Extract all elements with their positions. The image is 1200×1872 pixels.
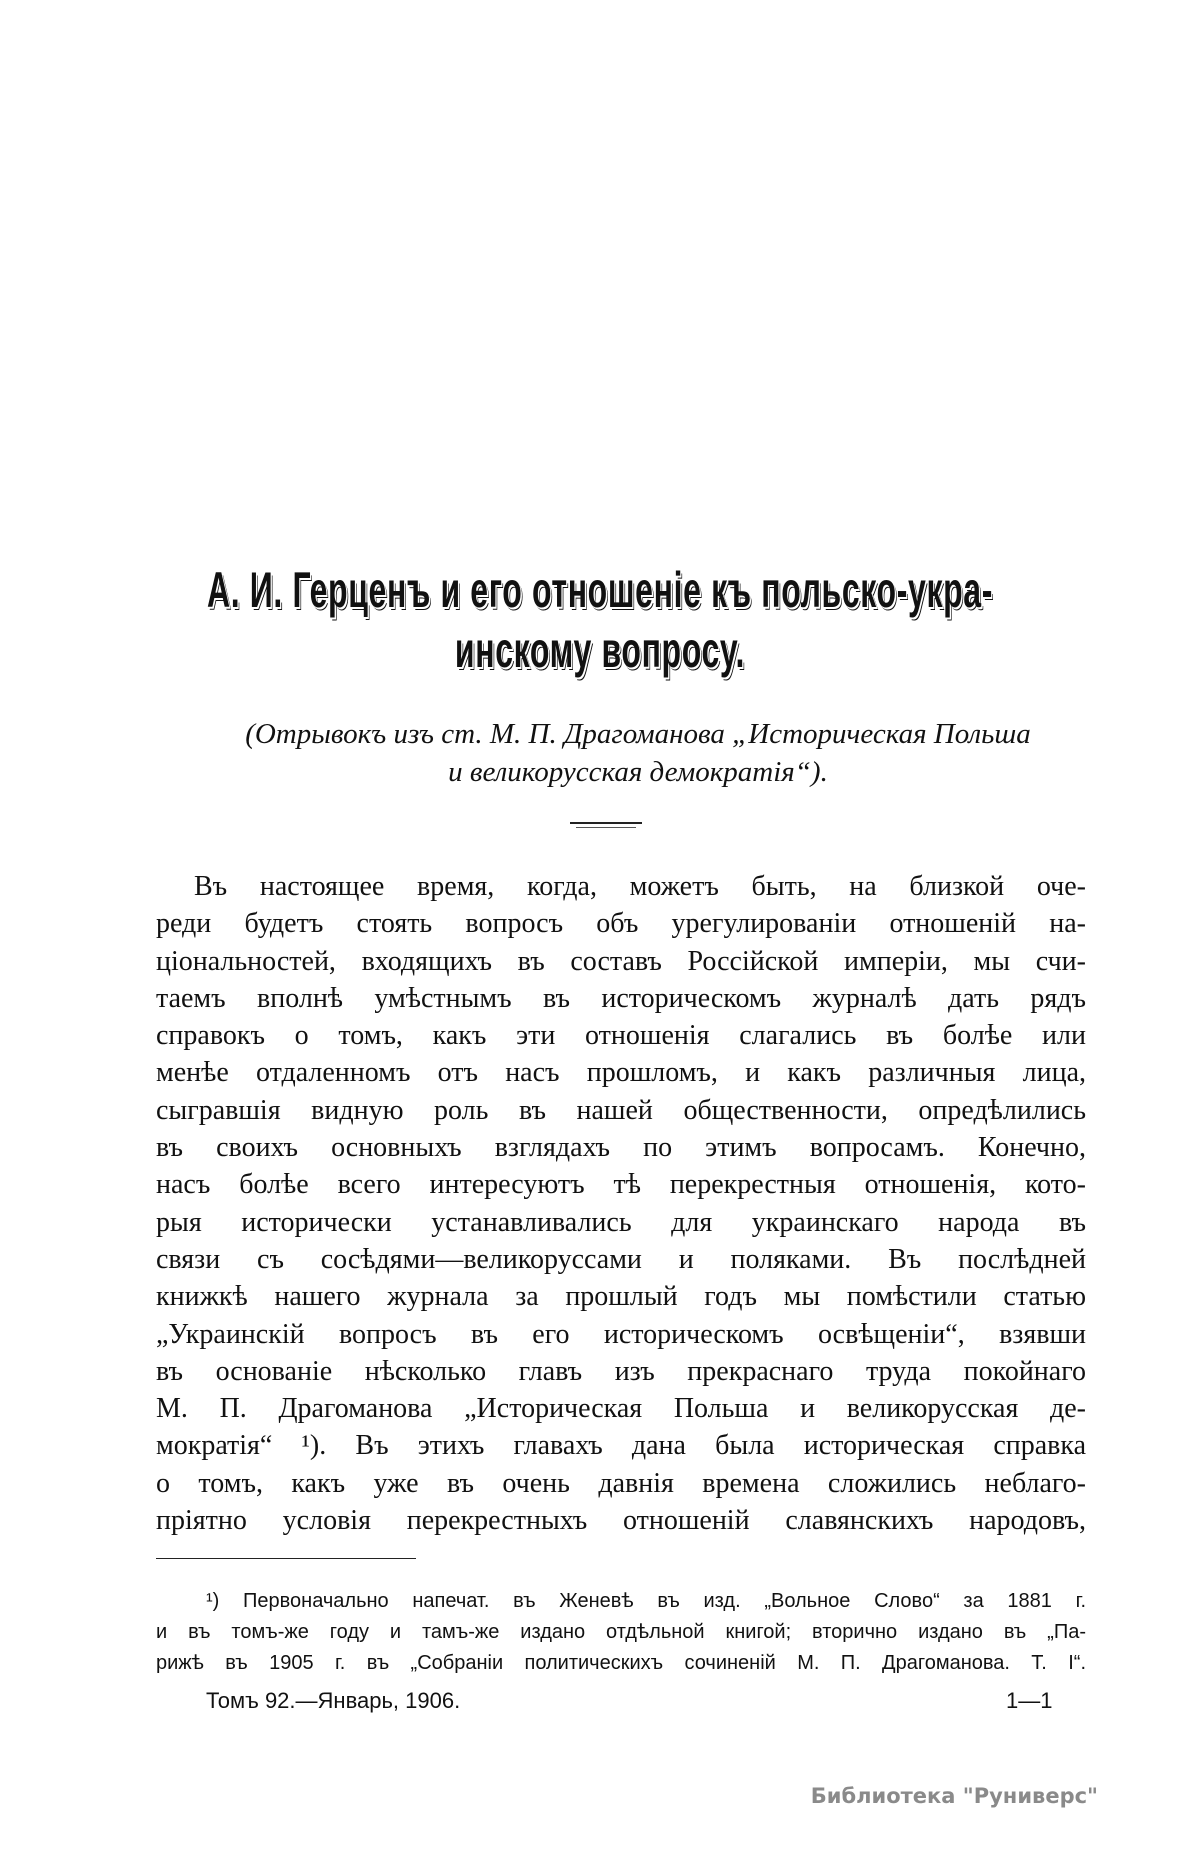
body-line: книжкѣ нашего журнала за прошлый годъ мы помѣстили статью bbox=[156, 1281, 1086, 1313]
body-line: ціональностей, входящихъ въ составъ Россійской имперіи, мы счи- bbox=[156, 945, 1086, 977]
body-line: насъ болѣе всего интересуютъ тѣ перекрестныя отношенія, кото- bbox=[156, 1169, 1086, 1201]
library-watermark: Библиотека "Руниверс" bbox=[810, 1784, 1098, 1808]
subtitle-line-1: (Отрывокъ изъ ст. М. П. Драгоманова „Историческая Польша bbox=[245, 718, 1031, 750]
body-line: реди будетъ стоять вопросъ объ урегулированіи отношеній на- bbox=[156, 908, 1086, 940]
signature-mark: 1—1 bbox=[1006, 1688, 1053, 1713]
article-title-line-1: А. И. Герценъ и его отношеніе къ польско-укра- bbox=[206, 562, 994, 618]
footnote-divider bbox=[156, 1558, 416, 1559]
body-line: въ своихъ основныхъ взглядахъ по этимъ вопросамъ. Конечно, bbox=[156, 1132, 1086, 1164]
body-line: справокъ о томъ, какъ эти отношенія слагались въ болѣе или bbox=[156, 1020, 1086, 1052]
body-line: связи съ сосѣдями—великоруссами и поляками. Въ послѣдней bbox=[156, 1243, 1086, 1275]
body-line: менѣе отдаленномъ отъ насъ прошломъ, и какъ различныя лица, bbox=[156, 1057, 1086, 1089]
body-line: М. П. Драгоманова „Историческая Польша и великорусская де- bbox=[156, 1393, 1086, 1425]
footnote-line: и въ томъ-же году и тамъ-же издано отдѣльной книгой; вторично издано въ „Па- bbox=[156, 1621, 1086, 1643]
volume-date: Томъ 92.—Январь, 1906. bbox=[206, 1688, 461, 1713]
footnotes bbox=[156, 1586, 1086, 1679]
body-line: пріятно условія перекрестныхъ отношеній славянскихъ народовъ, bbox=[156, 1505, 1086, 1537]
subtitle-line-2: и великорусская демократія“). bbox=[448, 756, 828, 788]
body-line: „Украинскій вопросъ въ его историческомъ освѣщеніи“, взявши bbox=[156, 1318, 1086, 1350]
body-line: таемъ вполнѣ умѣстнымъ въ историческомъ журналѣ дать рядъ bbox=[156, 982, 1086, 1014]
footnote-line: рижѣ въ 1905 г. въ „Собраніи политическихъ сочиненій М. П. Драгоманова. Т. I“. bbox=[156, 1652, 1086, 1674]
body-line: рыя исторически устанавливались для украинскаго народа въ bbox=[156, 1206, 1086, 1238]
body-line: Въ настоящее время, когда, можетъ быть, на близкой оче- bbox=[194, 871, 1086, 902]
body-line: о томъ, какъ уже въ очень давнія времена сложились неблаго- bbox=[156, 1467, 1086, 1499]
body-line: въ основаніе нѣсколько главъ изъ прекраснаго труда покойнаго bbox=[156, 1355, 1086, 1387]
body-line: сыгравшія видную роль въ нашей общественности, опредѣлились bbox=[156, 1094, 1086, 1126]
body-text bbox=[156, 868, 1086, 1539]
section-divider bbox=[570, 822, 642, 824]
article-title-line-2: инскому вопросу. bbox=[454, 622, 746, 678]
footnote-line: ¹) Первоначально напечат. въ Женевѣ въ изд. „Вольное Слово“ за 1881 г. bbox=[206, 1590, 1086, 1612]
body-line: мократія“ ¹). Въ этихъ главахъ дана была историческая справка bbox=[156, 1430, 1086, 1462]
